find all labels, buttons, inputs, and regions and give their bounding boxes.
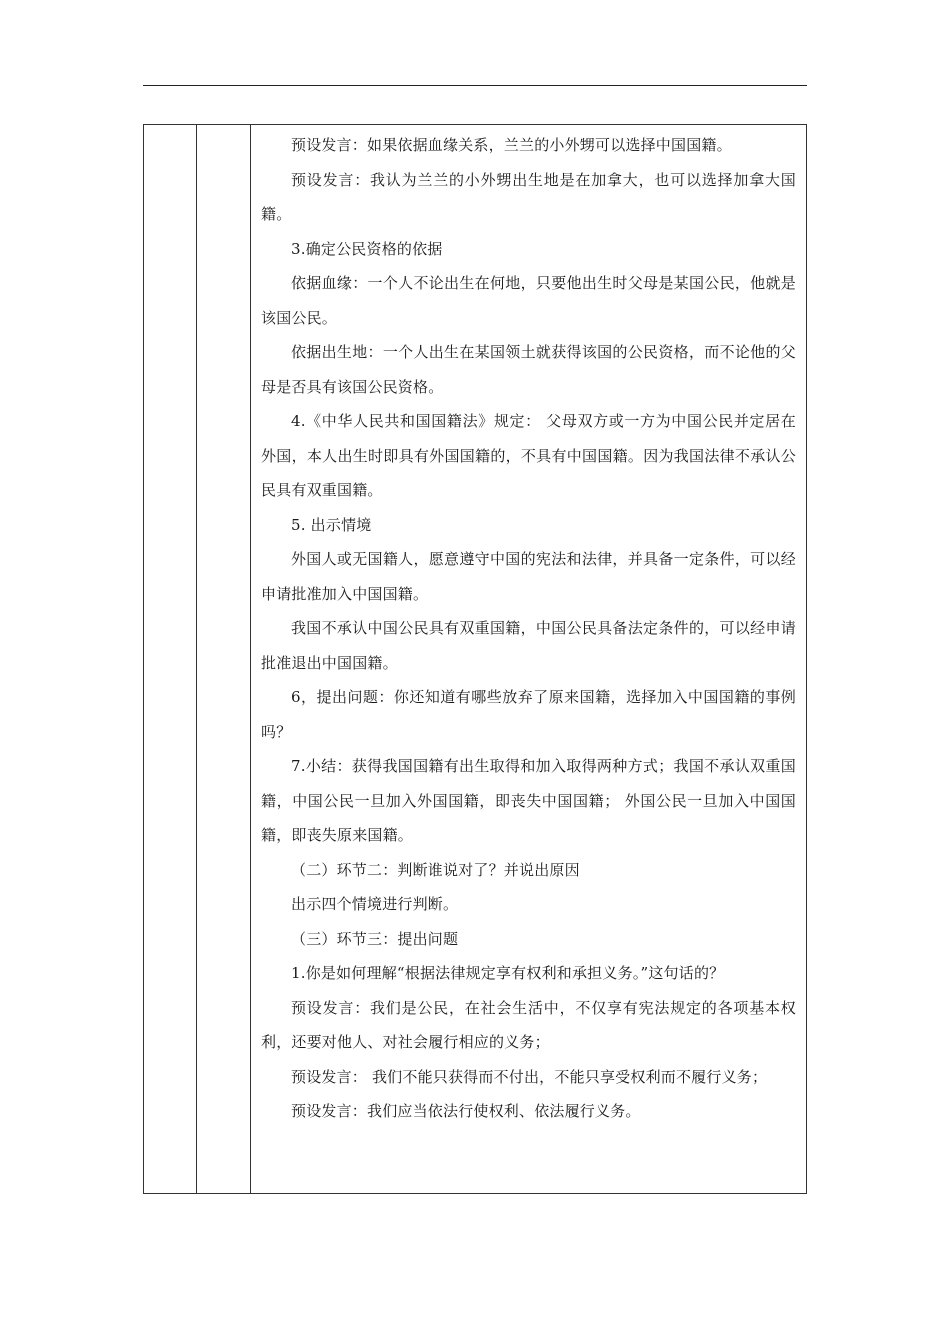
section-heading: （二）环节二：判断谁说对了？并说出原因	[291, 860, 580, 879]
paragraph: 外国人或无国籍人，愿意遵守中国的宪法和法律，并具备一定条件，可以经申请批准加入中国国籍。	[261, 550, 796, 603]
section-heading: 3.确定公民资格的依据	[291, 239, 443, 258]
paragraph: 4.《中华人民共和国国籍法》规定： 父母双方或一方为中国公民并定居在外国，本人出生时即具有外国国籍的，不具有中国国籍。因为我国法律不承认公民具有双重国籍。	[261, 412, 796, 499]
paragraph: 6，提出问题：你还知道有哪些放弃了原来国籍，选择加入中国国籍的事例吗？	[261, 688, 796, 741]
header-rule	[143, 85, 807, 86]
section-heading: 5. 出示情境	[291, 515, 372, 534]
paragraph: 依据血缘：一个人不论出生在何地，只要他出生时父母是某国公民，他就是该国公民。	[261, 274, 796, 327]
paragraph: 预设发言：如果依据血缘关系，兰兰的小外甥可以选择中国国籍。	[291, 136, 732, 154]
paragraph: 1.你是如何理解“根据法律规定享有权利和承担义务。”这句话的？	[291, 964, 725, 982]
paragraph: 出示四个情境进行判断。	[291, 895, 459, 913]
paragraph: 我国不承认中国公民具有双重国籍，中国公民具备法定条件的，可以经申请批准退出中国国籍。	[261, 619, 796, 672]
paragraph: 依据出生地：一个人出生在某国领土就获得该国的公民资格，而不论他的父母是否具有该国公民资格。	[261, 343, 796, 396]
lesson-content-cell	[251, 125, 806, 1193]
paragraph: 7.小结：获得我国国籍有出生取得和加入取得两种方式；我国不承认双重国籍，中国公民一旦加入外国国籍，即丧失中国国籍； 外国公民一旦加入中国国籍，即丧失原来国籍。	[261, 757, 796, 844]
paragraph: 预设发言：我们应当依法行使权利、依法履行义务。	[291, 1102, 641, 1120]
paragraph: 预设发言：我们是公民，在社会生活中，不仅享有宪法规定的各项基本权利，还要对他人、对社会履行相应的义务；	[261, 998, 796, 1051]
section-heading: （三）环节三：提出问题	[291, 929, 459, 948]
paragraph: 预设发言：我认为兰兰的小外甥出生地是在加拿大，也可以选择加拿大国籍。	[261, 170, 796, 223]
table-column-divider-1	[196, 125, 197, 1193]
lesson-table	[143, 124, 807, 1194]
paragraph: 预设发言： 我们不能只获得而不付出，不能只享受权利而不履行义务；	[291, 1067, 768, 1086]
